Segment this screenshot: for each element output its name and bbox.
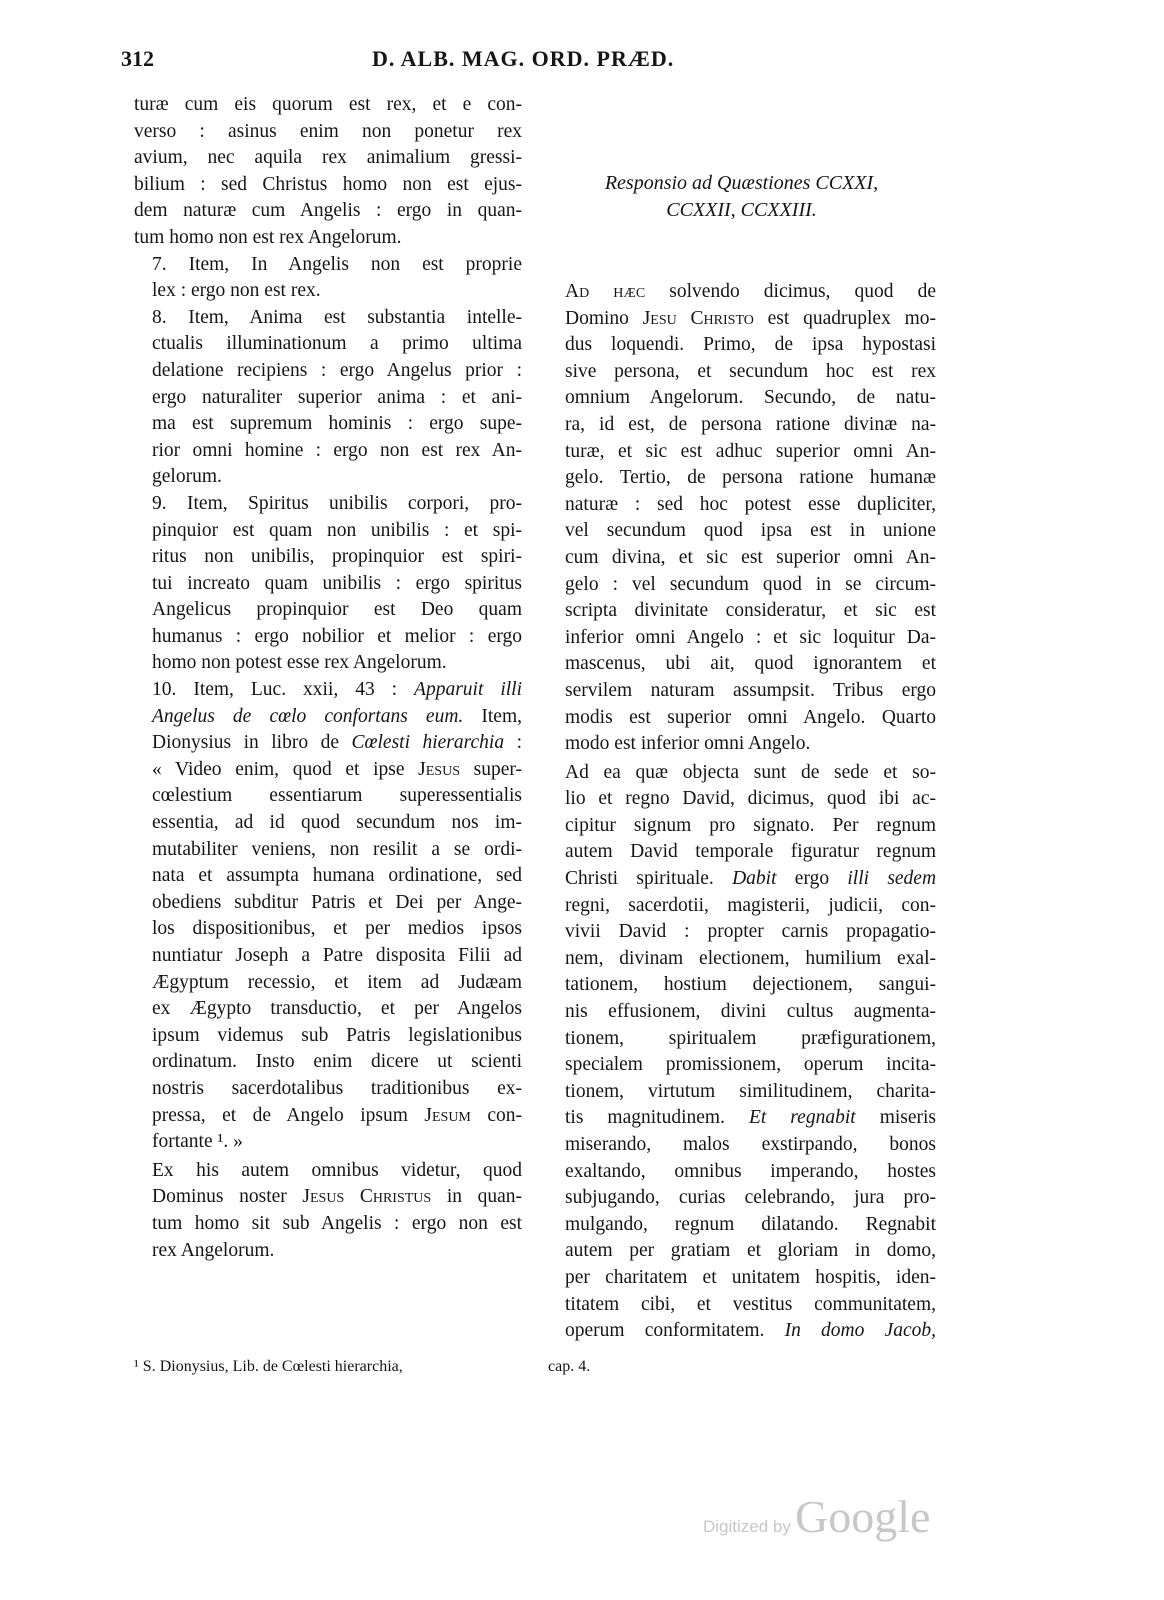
text-line: operum conformitatem. In domo Jacob, (565, 1320, 936, 1342)
text-line: subjugando, curias celebrando, jura pro- (565, 1187, 936, 1209)
text-line: tionem, spiritualem præfigurationem, (565, 1027, 936, 1049)
text-line: fortante ¹. » (152, 1131, 243, 1153)
text-line: Ad ea quæ objecta sunt de sede et so- (565, 761, 936, 783)
text-line: naturæ : sed hoc potest esse dupliciter, (565, 493, 936, 515)
text-line: ma est supremum hominis : ergo supe- (152, 413, 522, 435)
text-line: cœlestium essentiarum superessentialis (152, 785, 522, 807)
text-line: rior omni homine : ergo non est rex An- (152, 439, 522, 461)
text-line: verso : asinus enim non ponetur rex (134, 120, 522, 142)
text-line: 8. Item, Anima est substantia intelle- (152, 306, 522, 328)
footnote-right: cap. 4. (548, 1358, 591, 1375)
text-line: turæ cum eis quorum est rex, et e con- (134, 94, 522, 115)
text-line: lio et regno David, dicimus, quod ibi ac- (565, 788, 936, 810)
paragraph (547, 760, 936, 1345)
heading-line: CCXXII, CCXXIII. (666, 199, 817, 221)
text-line: per charitatem et unitatem hospitis, iden- (565, 1266, 936, 1288)
right-column (547, 170, 936, 1345)
text-line: miserando, malos exstirpando, bonos (565, 1134, 936, 1155)
left-column (134, 92, 522, 1264)
text-line: nata et assumpta humana ordinatione, sed (152, 865, 522, 887)
text-line: nostris sacerdotalibus traditionibus ex- (152, 1077, 522, 1099)
text-line: cipitur signum pro signato. Per regnum (565, 814, 936, 836)
text-line: ipsum videmus sub Patris legislationibus (152, 1024, 522, 1046)
text-line: tui increato quam unibilis : ergo spiritus (152, 572, 522, 594)
text-line: mulgando, regnum dilatando. Regnabit (565, 1213, 936, 1235)
text-line: humanus : ergo nobilior et melior : ergo (152, 625, 522, 647)
text-line: ra, id est, de persona ratione divinæ na- (565, 413, 936, 435)
text-line: tationem, hostium dejectionem, sangui- (565, 974, 936, 996)
text-line: 7. Item, In Angelis non est proprie (152, 253, 522, 275)
text-line: pinquior est quam non unibilis : et spi- (152, 519, 522, 541)
text-line: Angelus de cœlo confortans eum. Item, (152, 705, 522, 727)
text-line: gelo. Tertio, de persona ratione humanæ (565, 467, 936, 489)
text-line: avium, nec aquila rex animalium gressi- (134, 147, 522, 169)
text-line: Dionysius in libro de Cœlesti hierarchia : (152, 732, 523, 754)
text-line: modis est superior omni Angelo. Quarto (565, 706, 936, 728)
text-line: tionem, virtutum similitudinem, charita- (565, 1080, 936, 1102)
text-line: scripta divinitate consideratur, et sic est (565, 600, 936, 622)
text-line: rex Angelorum. (152, 1239, 275, 1261)
text-line: Ad hæc solvendo dicimus, quod de (565, 281, 936, 302)
text-line: tum homo sit sub Angelis : ergo non est (152, 1212, 522, 1234)
paragraph (134, 92, 522, 252)
running-title: D. ALB. MAG. ORD. PRÆD. (372, 46, 675, 71)
text-line: inferior omni Angelo : et sic loquitur Da- (565, 626, 936, 648)
google-logo: Google (795, 1491, 931, 1542)
paragraph (134, 305, 522, 491)
text-line: exaltando, omnibus imperando, hostes (565, 1160, 936, 1182)
paragraph (547, 279, 936, 758)
digitized-watermark (703, 1490, 963, 1550)
text-line: modo est inferior omni Angelo. (565, 733, 811, 755)
text-line: cum divina, et sic est superior omni An- (565, 546, 936, 568)
text-line: nuntiatur Joseph a Patre disposita Filii ad (152, 945, 522, 966)
text-line: ex Ægypto transductio, et per Angelos (152, 998, 522, 1020)
text-line: Angelicus propinquior est Deo quam (152, 599, 522, 621)
text-line: lex : ergo non est rex. (152, 280, 321, 302)
page-header (0, 46, 1164, 86)
text-line: servilem naturam assumpsit. Tribus ergo (565, 679, 936, 701)
text-line: pressa, et de Angelo ipsum Jesum con- (152, 1104, 523, 1126)
text-line: omnium Angelorum. Secundo, de natu- (565, 387, 936, 409)
text-line: autem David temporale figuratur regnum (565, 841, 936, 863)
text-line: autem per gratiam et gloriam in domo, (565, 1240, 936, 1262)
section-heading (547, 170, 936, 224)
text-line: vel secundum quod ipsa est in unione (565, 520, 936, 542)
text-line: Ægyptum recessio, et item ad Judæam (152, 971, 522, 993)
text-line: gelorum. (152, 466, 222, 488)
paragraph (134, 677, 522, 1156)
text-line: Domino Jesu Christo est quadruplex mo- (565, 307, 937, 329)
paragraph (134, 252, 522, 305)
paragraph (134, 1158, 522, 1264)
text-line: sive persona, et secundum hoc est rex (565, 360, 936, 382)
text-line: ctualis illuminationum a primo ultima (152, 333, 522, 355)
text-line: bilium : sed Christus homo non est ejus- (134, 173, 522, 195)
text-line: vivii David : propter carnis propagatio- (565, 921, 936, 943)
text-line: nis effusionem, divini cultus augmenta- (565, 1001, 936, 1023)
text-line: turæ, et sic est adhuc superior omni An- (565, 440, 936, 462)
text-line: dem naturæ cum Angelis : ergo in quan- (134, 200, 522, 222)
text-line: obediens subditur Patris et Dei per Ange- (152, 891, 522, 913)
text-line: tum homo non est rex Angelorum. (134, 226, 402, 248)
text-line: delatione recipiens : ergo Angelus prior : (152, 359, 522, 381)
text-line: titatem cibi, et vestitus communitatem, (565, 1293, 936, 1315)
text-line: essentia, ad id quod secundum nos im- (152, 812, 522, 834)
paragraph (134, 491, 522, 677)
text-line: specialem promissionem, operum incita- (565, 1054, 936, 1076)
text-line: 10. Item, Luc. xxii, 43 : Apparuit illi (152, 679, 522, 701)
text-line: 9. Item, Spiritus unibilis corpori, pro- (152, 492, 522, 514)
text-line: ordinatum. Insto enim dicere ut scienti (152, 1051, 522, 1073)
text-line: ritus non unibilis, propinquior est spiri- (152, 546, 522, 568)
text-line: homo non potest esse rex Angelorum. (152, 652, 447, 674)
text-line: Christi spirituale. Dabit ergo illi sedem (565, 868, 937, 890)
watermark-prefix: Digitized by (703, 1517, 791, 1536)
text-line: Ex his autem omnibus videtur, quod (152, 1159, 522, 1181)
text-line: mascenus, ubi ait, quod ignorantem et (565, 653, 936, 675)
text-line: « Video enim, quod et ipse Jesus super- (152, 758, 522, 780)
text-line: los dispositionibus, et per medios ipsos (152, 918, 522, 940)
text-line: gelo : vel secundum quod in se circum- (565, 573, 936, 595)
text-line: regni, sacerdotii, magisterii, judicii, con- (565, 894, 936, 916)
text-line: dus loquendi. Primo, de ipsa hypostasi (565, 334, 936, 356)
text-line: tis magnitudinem. Et regnabit miseris (565, 1107, 937, 1129)
text-line: mutabiliter veniens, non resilit a se ordi- (152, 838, 522, 860)
heading-line: Responsio ad Quæstiones CCXXI, (604, 172, 879, 194)
page-number: 312 (121, 46, 154, 71)
text-line: nem, divinam electionem, humilium exal- (565, 947, 936, 969)
text-line: ergo naturaliter superior anima : et ani- (152, 386, 522, 408)
text-line: Dominus noster Jesus Christus in quan- (152, 1186, 523, 1208)
footnote-left: ¹ S. Dionysius, Lib. de Cœlesti hierarchia, (134, 1358, 403, 1375)
